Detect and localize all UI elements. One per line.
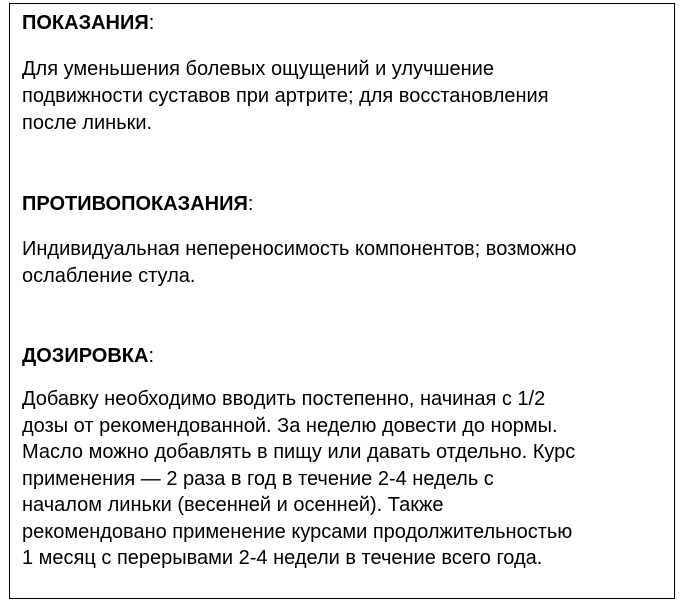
dosage-heading-text: ДОЗИРОВКА — [22, 345, 149, 367]
indications-line: подвижности суставов при артрите; для восстановления — [22, 85, 549, 107]
dosage-heading-colon: : — [148, 345, 154, 367]
contraindications-heading-text: ПРОТИВОПОКАЗАНИЯ — [22, 193, 248, 215]
dosage-line: применения — 2 раза в год в течение 2-4 недель с — [22, 467, 494, 490]
dosage-line: дозы от рекомендованной. За неделю довести до нормы. — [22, 414, 558, 437]
contraindications-line: ослабление стула. — [22, 265, 196, 287]
section-dosage — [22, 344, 668, 572]
dosage-line: Масло можно добавлять в пищу или давать отдельно. Курс — [22, 441, 576, 463]
section-indications — [22, 11, 668, 137]
indications-heading-colon: : — [148, 12, 155, 34]
dosage-heading — [22, 344, 668, 368]
contraindications-text — [22, 236, 668, 290]
section-contraindications — [22, 192, 668, 290]
indications-heading — [22, 11, 668, 35]
indications-line: Для уменьшения болевых ощущений и улучшение — [22, 58, 494, 80]
dosage-text — [22, 386, 668, 572]
document-frame — [9, 3, 675, 599]
contraindications-heading — [22, 192, 668, 216]
dosage-line: Добавку необходимо вводить постепенно, начиная с 1/2 — [22, 388, 546, 410]
indications-heading-text: ПОКАЗАНИЯ — [22, 12, 149, 34]
dosage-line: началом линьки (весенней и осенней). Также — [22, 494, 444, 516]
indications-text — [22, 56, 668, 137]
dosage-line: 1 месяц с перерывами 2-4 недели в течение всего года. — [22, 547, 543, 569]
contraindications-heading-colon: : — [247, 193, 254, 215]
contraindications-line: Индивидуальная непереносимость компонентов; возможно — [22, 238, 577, 260]
dosage-line: рекомендовано применение курсами продолжительностью — [22, 520, 573, 543]
indications-line: после линьки. — [22, 112, 153, 134]
